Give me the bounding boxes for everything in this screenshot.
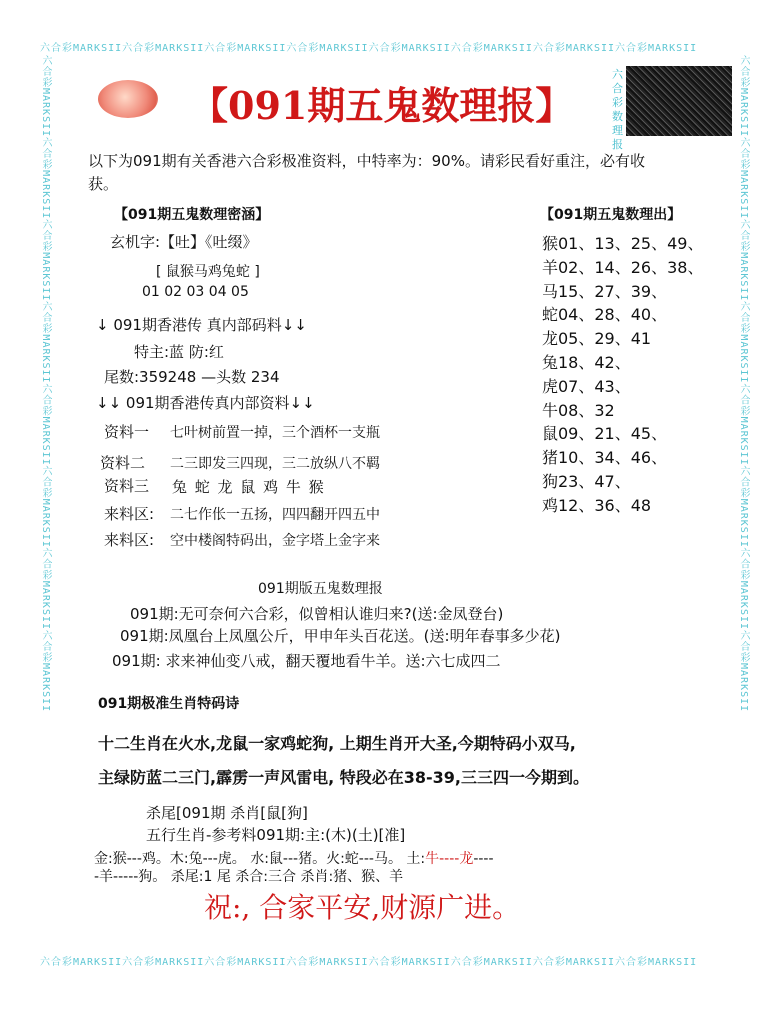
tail-numbers: 尾数:359248 —头数 234 — [104, 368, 280, 386]
zodiac-row: 蛇04、28、40、 — [542, 305, 668, 325]
section-title-secret: 【091期五鬼数理密涵】 — [114, 207, 270, 223]
intro-line-1: 以下为091期有关香港六合彩极准资料，中特率为：90%。请彩民看好重注，必有收 — [88, 152, 645, 170]
top-watermark: 六合彩MARKSII六合彩MARKSII六合彩MARKSII六合彩MARKSII六合彩MARKSII六合彩MARKSII六合彩MARKSII六合彩MARKSII — [40, 43, 698, 54]
zodiac-row: 虎07、43、 — [542, 376, 631, 396]
zodiac-row: 牛08、32 — [542, 400, 615, 420]
data-2-label: 资料二 — [100, 454, 146, 472]
zodiac-row: 鼠09、21、45、 — [542, 424, 668, 444]
page-title: 【091期五鬼数理报】 — [190, 83, 574, 128]
data-1-text: 七叶树前置一掉，三个酒杯一支瓶 — [170, 425, 380, 441]
poem-title: 091期极准生肖特码诗 — [98, 696, 240, 712]
data-3-text: 兔 蛇 龙 鼠 鸡 牛 猴 — [172, 478, 324, 496]
earth-pair: 牛----龙 — [425, 851, 474, 867]
qr-side-text: 六合彩数理报 — [612, 68, 623, 151]
data-5-text: 空中楼阁特码出，金字塔上金字来 — [170, 533, 380, 549]
zodiac-row: 兔18、42、 — [542, 352, 631, 372]
data-4-label: 来料区: — [104, 505, 155, 523]
middle-title: 091期版五鬼数理报 — [258, 581, 383, 597]
elements-text: 金:猴---鸡。木:兔---虎。 水:鼠---猪。火:蛇---马。 土: — [94, 851, 426, 867]
data-4-text: 二七作伥一五扬，四四翻开四五中 — [170, 507, 380, 523]
data-2-text: 二三即发三四现，三二放纵八不羁 — [170, 456, 380, 472]
zodiac-row: 龙05、29、41 — [542, 329, 652, 349]
poem-line-1: 十二生肖在火水,龙鼠一家鸡蛇狗, 上期生肖开大圣,今期特码小双马, — [98, 734, 576, 753]
kill-tail-line: 杀尾[091期 杀肖[鼠[狗] — [146, 804, 308, 822]
intro-line-2: 获。 — [88, 175, 119, 193]
riddle-text: 玄机字:【吐】《吐缀》 — [110, 233, 258, 251]
left-watermark: 六合彩MARKSII六合彩MARKSII六合彩MARKSII六合彩MARKSII六合彩MARKSII六合彩MARKSII六合彩MARKSII六合彩MARKSII — [40, 55, 51, 713]
section-title-numbers: 【091期五鬼数理出】 — [540, 207, 682, 223]
poem-line-2: 主绿防蓝二三门,霹雳一声风雷电, 特段必在38-39,三三四一今期到。 — [98, 768, 589, 787]
data-5-label: 来料区: — [104, 531, 155, 549]
zodiac-row: 狗23、47、 — [542, 471, 631, 491]
middle-line-3: 091期: 求来神仙变八戒，翻天覆地看牛羊。送:六七成四二 — [112, 652, 501, 670]
qr-code-image — [626, 66, 732, 136]
section-title-code: ↓ 091期香港传 真内部码料↓↓ — [96, 316, 307, 334]
special-colors: 特主:蓝 防:红 — [134, 343, 224, 361]
blessing-text: 祝:, 合家平安,财源广进。 — [204, 891, 521, 924]
zodiac-row: 鸡12、36、48 — [542, 495, 652, 515]
zodiac-list: [ 鼠猴马鸡兔蛇 ] — [156, 264, 260, 280]
data-1-label: 资料一 — [104, 423, 150, 441]
number-list: 01 02 03 04 05 — [142, 284, 249, 300]
zodiac-row: 马15、27、39、 — [542, 281, 668, 301]
wuxing-line: 五行生肖-参考料091期:主:(木)(土)[准] — [146, 826, 406, 844]
elements-line-1 — [94, 848, 494, 868]
elements-tail: ---- — [473, 851, 494, 867]
middle-line-1: 091期:无可奈何六合彩，似曾相认谁归来?(送:金凤登台) — [130, 605, 504, 623]
logo-image — [98, 80, 158, 118]
zodiac-row: 猴01、13、25、49、 — [542, 234, 704, 253]
zodiac-row: 羊02、14、26、38、 — [542, 257, 704, 277]
right-watermark: 六合彩MARKSII六合彩MARKSII六合彩MARKSII六合彩MARKSII六合彩MARKSII六合彩MARKSII六合彩MARKSII六合彩MARKSII — [738, 55, 749, 713]
zodiac-row: 猪10、34、46、 — [542, 448, 668, 468]
bottom-watermark: 六合彩MARKSII六合彩MARKSII六合彩MARKSII六合彩MARKSII六合彩MARKSII六合彩MARKSII六合彩MARKSII六合彩MARKSII — [40, 957, 698, 968]
middle-line-2: 091期:凤凰台上凤凰公斤，甲申年头百花送。(送:明年春事多少花) — [120, 627, 561, 645]
data-3-label: 资料三 — [104, 477, 150, 495]
section-title-data: ↓↓ 091期香港传真内部资料↓↓ — [96, 394, 315, 412]
zodiac-number-list — [542, 232, 703, 518]
elements-line-2: -羊-----狗。 杀尾:1 尾 杀合:三合 杀肖:猪、猴、羊 — [94, 869, 404, 885]
